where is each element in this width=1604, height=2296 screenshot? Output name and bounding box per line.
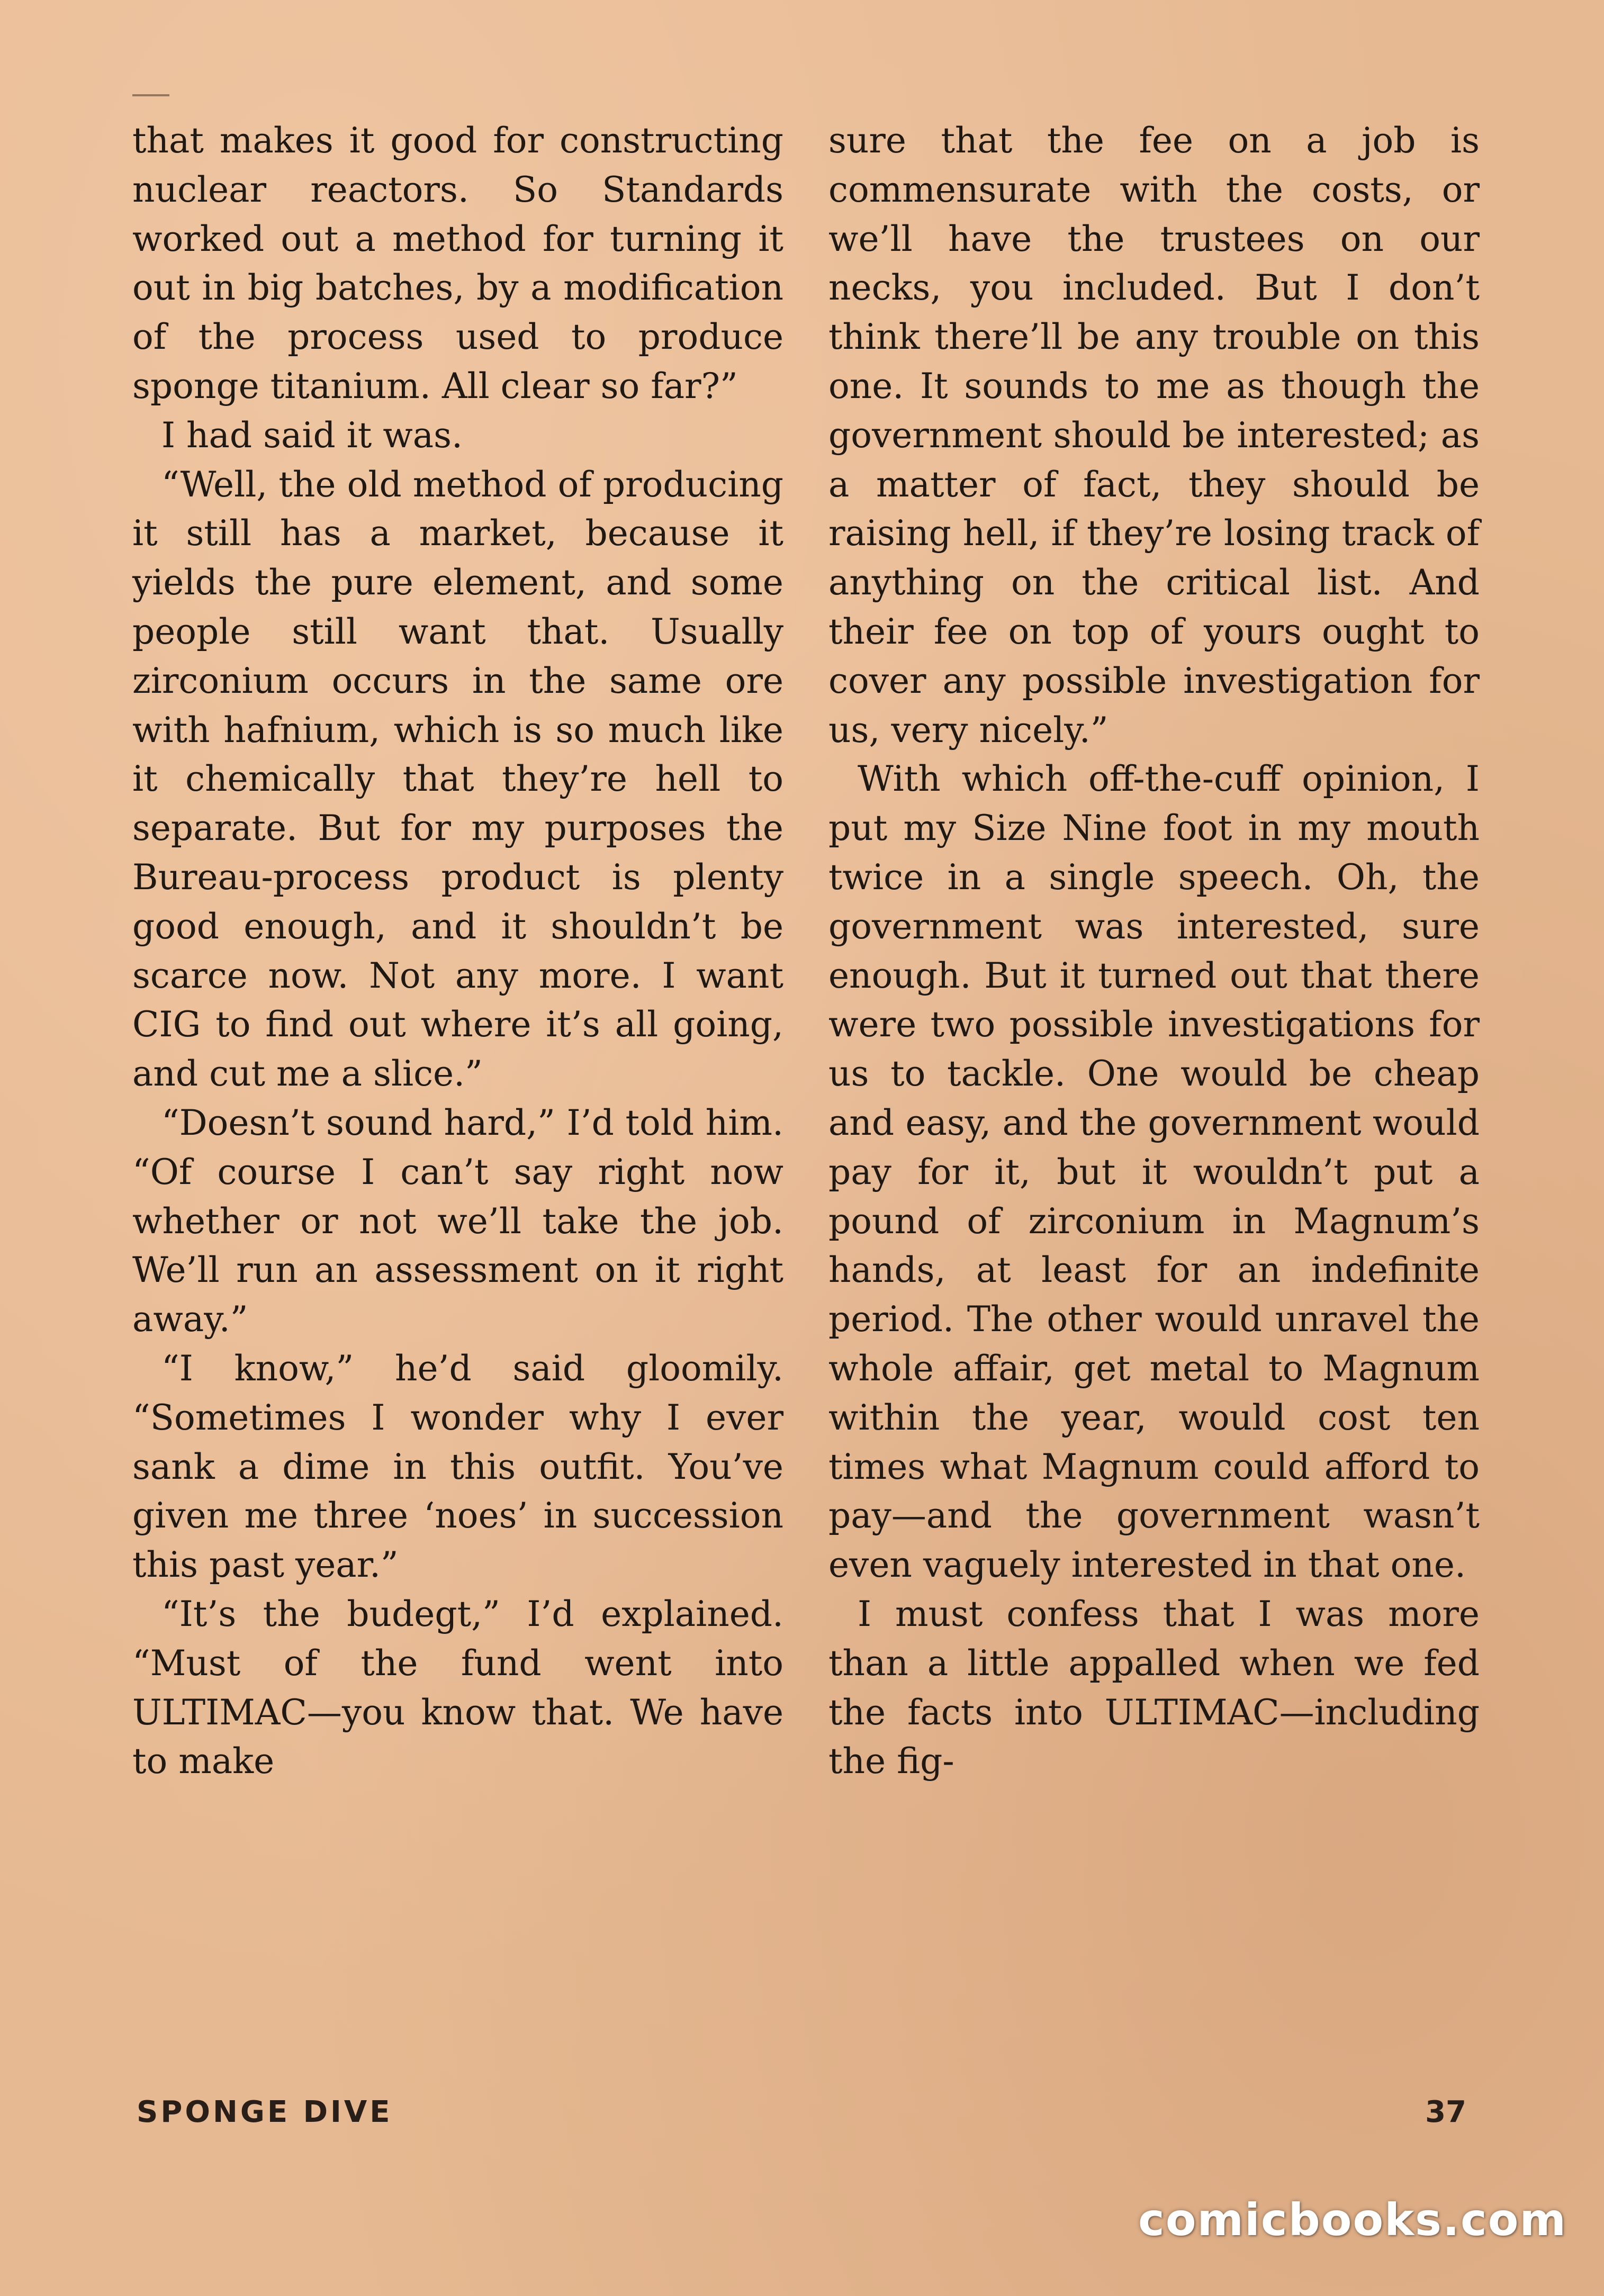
footer-page-number: 37 xyxy=(1425,2095,1466,2129)
left-paragraph-4: “Doesn’t sound hard,” I’d told him. “Of course I can’t say right now whether or not we’ll take the job. We’ll run an assessment on it right away.” xyxy=(132,1102,783,1340)
footer-story-title: SPONGE DIVE xyxy=(137,2095,393,2129)
right-paragraph-1: sure that the fee on a job is commensurate with the costs, or we’ll have the trustees on our necks, you included. But I don’t think there’ll be any trouble on this one. It sounds to me as though the government should be interested; as a matter of fact, they should be raising hell, if they’re losing track of anything on the critical list. And their fee on top of yours ought to cover any possible investigation for us, very nicely.” xyxy=(828,120,1480,751)
top-rule-mark xyxy=(132,94,169,96)
left-paragraph-2: I had said it was. xyxy=(161,414,463,456)
left-column xyxy=(132,116,783,1786)
right-paragraph-2: With which off-the-cuff opinion, I put my Size Nine foot in my mouth twice in a single speech. Oh, the government was interested, sure enough. But it turned out that there were two possible investigations for us to tackle. One would be cheap and easy, and the government would pay for it, but it wouldn’t put a pound of zirconium in Magnum’s hands, at least for an indefinite period. The other would unravel the whole affair, get metal to Magnum within the year, would cost ten times what Magnum could afford to pay—and the government wasn’t even vaguely interested in that one. xyxy=(828,758,1480,1586)
left-paragraph-5: “I know,” he’d said gloomily. “Sometimes I wonder why I ever sank a dime in this outfit. You’ve given me three ‘noes’ in succession this past year.” xyxy=(132,1348,783,1586)
left-paragraph-1: that makes it good for constructing nuclear reactors. So Standards worked out a method for turning it out in big batches, by a modification of the process used to produce sponge titanium. All clear so far?” xyxy=(132,120,783,406)
right-column xyxy=(828,116,1480,1786)
left-paragraph-6: “It’s the budegt,” I’d explained. “Must of the fund went into ULTIMAC—you know that. We have to make xyxy=(132,1593,783,1782)
left-paragraph-3: “Well, the old method of producing it still has a market, because it yields the pure element, and some people still want that. Usually zirconium occurs in the same ore with hafnium, which is so much like it chemically that they’re hell to separate. But for my purposes the Bureau-process product is plenty good enough, and it shouldn’t be scarce now. Not any more. I want CIG to find out where it’s all going, and cut me a slice.” xyxy=(132,464,783,1095)
right-paragraph-3: I must confess that I was more than a little appalled when we fed the facts into ULTIMAC—including the fig- xyxy=(828,1593,1480,1782)
site-watermark: comicbooks.com xyxy=(1138,2194,1567,2246)
